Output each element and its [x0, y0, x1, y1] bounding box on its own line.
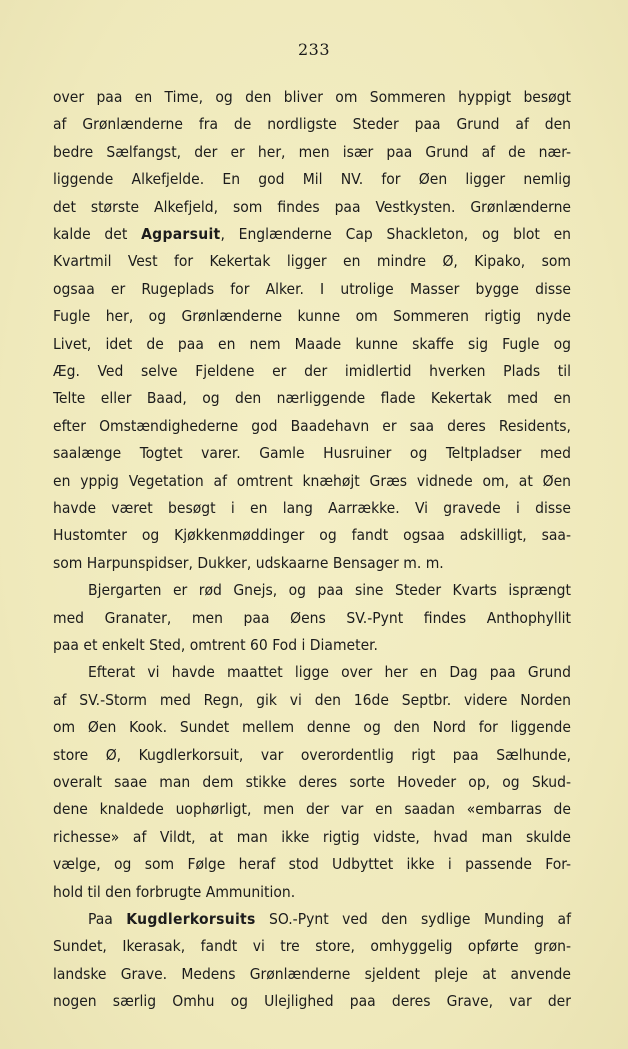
text-line: ogsaa er Rugeplads for Alker. I utrolige Masser bygge disse: [53, 279, 571, 298]
text-line: hold til den forbrugte Ammunition.: [53, 882, 296, 901]
text-line: Livet, idet de paa en nem Maade kunne skaffe sig Fugle og: [53, 334, 571, 353]
text-line: liggende Alkefjelde. En god Mil NV. for Øen ligger nemlig: [53, 170, 571, 189]
text-line: store Ø, Kugdlerkorsuit, var overordentlig rigt paa Sælhunde,: [53, 745, 571, 764]
text-line: med Granater, men paa Øens SV.-Pynt findes Anthophyllit: [53, 608, 571, 627]
text-line: vælge, og som Følge heraf stod Udbyttet ikke i passende For-: [53, 855, 571, 874]
text-line: bedre Sælfangst, der er her, men især paa Grund af de nær-: [53, 142, 571, 161]
place-name-agparsuit: Agparsuit: [141, 225, 221, 243]
text-line: dene knaldede uophørligt, men der var en saadan «embarras de: [53, 800, 571, 819]
text-line: om Øen Kook. Sundet mellem denne og den Nord for liggende: [53, 718, 571, 737]
text-line: en yppig Vegetation af omtrent knæhøjt Græs vidnede om, at Øen: [53, 471, 571, 490]
text-line: af Grønlænderne fra de nordligste Steder paa Grund af den: [53, 115, 571, 134]
text-line: saalænge Togtet varer. Gamle Husruiner og Teltpladser med: [53, 444, 571, 463]
text-line: Paa Kugdlerkorsuits SO.-Pynt ved den sydlige Munding af: [88, 910, 571, 928]
text-line: overalt saae man dem stikke deres sorte Hoveder op, og Skud-: [53, 773, 571, 791]
text-line: Telte eller Baad, og den nærliggende flade Kekertak med en: [53, 389, 571, 408]
text-line: af SV.-Storm med Regn, gik vi den 16de Septbr. videre Norden: [53, 690, 571, 709]
text-line: Bjergarten er rød Gnejs, og paa sine Steder Kvarts isprængt: [88, 581, 571, 600]
text-line: kalde det Agparsuit, Englænderne Cap Shackleton, og blot en: [53, 225, 571, 243]
text-line: richesse» af Vildt, at man ikke rigtig vidste, hvad man skulde: [53, 827, 571, 846]
text-line: Hustomter og Kjøkkenmøddinger og fandt ogsaa adskilligt, saa-: [53, 526, 571, 545]
text-line: nogen særlig Omhu og Ulejlighed paa deres Grave, var der: [53, 992, 571, 1011]
text-line: over paa en Time, og den bliver om Sommeren hyppigt besøgt: [53, 88, 571, 106]
text-line: Efterat vi havde maattet ligge over her en Dag paa Grund: [88, 663, 571, 682]
text-line: Kvartmil Vest for Kekertak ligger en mindre Ø, Kipako, som: [53, 252, 571, 271]
text-line: landske Grave. Medens Grønlænderne sjeldent pleje at anvende: [53, 964, 571, 983]
text-line: som Harpunspidser, Dukker, udskaarne Bensager m. m.: [53, 553, 444, 572]
text-line: Fugle her, og Grønlænderne kunne om Sommeren rigtig nyde: [53, 307, 571, 326]
page-number: 233: [297, 40, 331, 59]
text-line: havde været besøgt i en lang Aarrække. Vi gravede i disse: [53, 499, 571, 517]
text-line: det største Alkefjeld, som findes paa Vestkysten. Grønlænderne: [53, 197, 571, 216]
text-line: Æg. Ved selve Fjeldene er der imidlertid hverken Plads til: [53, 362, 571, 380]
place-name-kugdlerkorsuits: Kugdlerkorsuits: [126, 910, 256, 928]
text-line: efter Omstændighederne god Baadehavn er saa deres Residents,: [53, 416, 571, 435]
text-line: paa et enkelt Sted, omtrent 60 Fod i Diameter.: [53, 636, 378, 654]
text-line: Sundet, Ikerasak, fandt vi tre store, omhyggelig opførte grøn-: [53, 937, 571, 956]
